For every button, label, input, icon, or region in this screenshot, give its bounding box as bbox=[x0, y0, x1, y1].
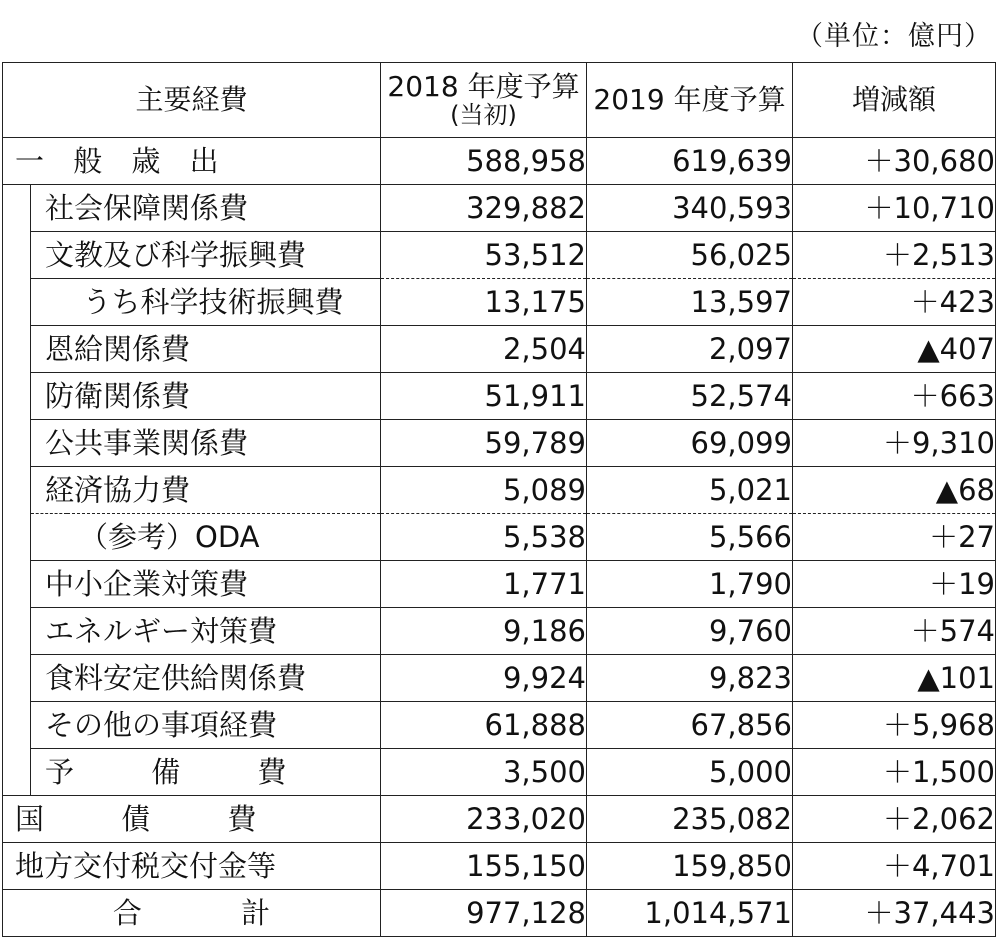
cell-change: ＋37,443 bbox=[793, 890, 996, 937]
cell-fy2018: 5,538 bbox=[381, 514, 587, 561]
row-label: 地方交付税交付金等 bbox=[3, 843, 381, 890]
cell-fy2019: 1,790 bbox=[587, 561, 793, 608]
cell-fy2018: 5,089 bbox=[381, 467, 587, 514]
row-label: 国 債 費 bbox=[3, 796, 381, 843]
cell-change: ＋5,968 bbox=[793, 702, 996, 749]
cell-change: ＋30,680 bbox=[793, 138, 996, 185]
cell-fy2018: 61,888 bbox=[381, 702, 587, 749]
cell-fy2019: 619,639 bbox=[587, 138, 793, 185]
cell-fy2019: 52,574 bbox=[587, 373, 793, 420]
cell-fy2018: 3,500 bbox=[381, 749, 587, 796]
row-label: 恩給関係費 bbox=[31, 326, 381, 373]
row-label: 中小企業対策費 bbox=[31, 561, 381, 608]
table-row bbox=[3, 843, 996, 890]
cell-fy2018: 155,150 bbox=[381, 843, 587, 890]
header-fy2018 bbox=[381, 63, 587, 138]
row-label: 防衛関係費 bbox=[31, 373, 381, 420]
cell-fy2019: 67,856 bbox=[587, 702, 793, 749]
cell-fy2018: 1,771 bbox=[381, 561, 587, 608]
budget-table bbox=[2, 62, 996, 937]
cell-fy2018: 53,512 bbox=[381, 232, 587, 279]
cell-fy2018: 977,128 bbox=[381, 890, 587, 937]
cell-fy2019: 1,014,571 bbox=[587, 890, 793, 937]
cell-fy2018: 233,020 bbox=[381, 796, 587, 843]
header-row bbox=[3, 63, 996, 138]
cell-change: ＋27 bbox=[793, 514, 996, 561]
header-change: 増減額 bbox=[793, 63, 996, 138]
row-label: 文教及び科学振興費 bbox=[31, 232, 381, 279]
total-row bbox=[3, 890, 996, 937]
row-label: （参考）ODA bbox=[31, 514, 381, 561]
cell-change: ＋10,710 bbox=[793, 185, 996, 232]
row-label: エネルギー対策費 bbox=[31, 608, 381, 655]
row-label: 経済協力費 bbox=[31, 467, 381, 514]
cell-change: ＋663 bbox=[793, 373, 996, 420]
cell-fy2019: 5,566 bbox=[587, 514, 793, 561]
table-row bbox=[3, 138, 996, 185]
table-row bbox=[3, 232, 996, 279]
cell-change: ▲407 bbox=[793, 326, 996, 373]
row-label: 一 般 歳 出 bbox=[3, 138, 381, 185]
header-fy2018-title: 2018 年度予算 bbox=[387, 70, 580, 103]
cell-change: ＋574 bbox=[793, 608, 996, 655]
table-row bbox=[3, 796, 996, 843]
cell-fy2019: 235,082 bbox=[587, 796, 793, 843]
cell-fy2018: 13,175 bbox=[381, 279, 587, 326]
table-row bbox=[3, 420, 996, 467]
cell-fy2019: 159,850 bbox=[587, 843, 793, 890]
table-row bbox=[3, 655, 996, 702]
cell-change: ＋9,310 bbox=[793, 420, 996, 467]
cell-fy2018: 9,186 bbox=[381, 608, 587, 655]
row-label: 合 計 bbox=[3, 890, 381, 937]
table-row bbox=[3, 373, 996, 420]
table-row bbox=[3, 702, 996, 749]
cell-fy2019: 69,099 bbox=[587, 420, 793, 467]
cell-fy2019: 5,000 bbox=[587, 749, 793, 796]
row-label: うち科学技術振興費 bbox=[67, 279, 381, 326]
row-label: 公共事業関係費 bbox=[31, 420, 381, 467]
cell-change: ＋423 bbox=[793, 279, 996, 326]
cell-fy2019: 56,025 bbox=[587, 232, 793, 279]
cell-fy2019: 13,597 bbox=[587, 279, 793, 326]
row-label: 社会保障関係費 bbox=[31, 185, 381, 232]
cell-change: ＋1,500 bbox=[793, 749, 996, 796]
cell-change: ▲101 bbox=[793, 655, 996, 702]
row-label: その他の事項経費 bbox=[31, 702, 381, 749]
cell-change: ＋2,062 bbox=[793, 796, 996, 843]
cell-fy2019: 5,021 bbox=[587, 467, 793, 514]
table-row bbox=[3, 467, 996, 514]
cell-fy2019: 2,097 bbox=[587, 326, 793, 373]
table-row bbox=[3, 279, 996, 326]
table-row bbox=[3, 326, 996, 373]
table-row bbox=[3, 561, 996, 608]
header-fy2018-note: (当初) bbox=[450, 101, 517, 129]
cell-fy2018: 59,789 bbox=[381, 420, 587, 467]
cell-fy2019: 340,593 bbox=[587, 185, 793, 232]
cell-fy2018: 329,882 bbox=[381, 185, 587, 232]
cell-change: ＋2,513 bbox=[793, 232, 996, 279]
indent-gutter bbox=[3, 185, 31, 796]
unit-note: （単位：億円） bbox=[796, 21, 992, 52]
indent-gutter-dashed bbox=[31, 279, 67, 326]
row-label: 予 備 費 bbox=[31, 749, 381, 796]
cell-change: ＋19 bbox=[793, 561, 996, 608]
cell-change: ▲68 bbox=[793, 467, 996, 514]
cell-fy2018: 51,911 bbox=[381, 373, 587, 420]
table-row bbox=[3, 185, 996, 232]
cell-fy2018: 588,958 bbox=[381, 138, 587, 185]
row-label: 食料安定供給関係費 bbox=[31, 655, 381, 702]
table-row bbox=[3, 749, 996, 796]
cell-fy2019: 9,823 bbox=[587, 655, 793, 702]
header-fy2019: 2019 年度予算 bbox=[587, 63, 793, 138]
table-row bbox=[3, 608, 996, 655]
cell-fy2019: 9,760 bbox=[587, 608, 793, 655]
cell-fy2018: 2,504 bbox=[381, 326, 587, 373]
table-row bbox=[3, 514, 996, 561]
cell-fy2018: 9,924 bbox=[381, 655, 587, 702]
header-item: 主要経費 bbox=[3, 63, 381, 138]
cell-change: ＋4,701 bbox=[793, 843, 996, 890]
